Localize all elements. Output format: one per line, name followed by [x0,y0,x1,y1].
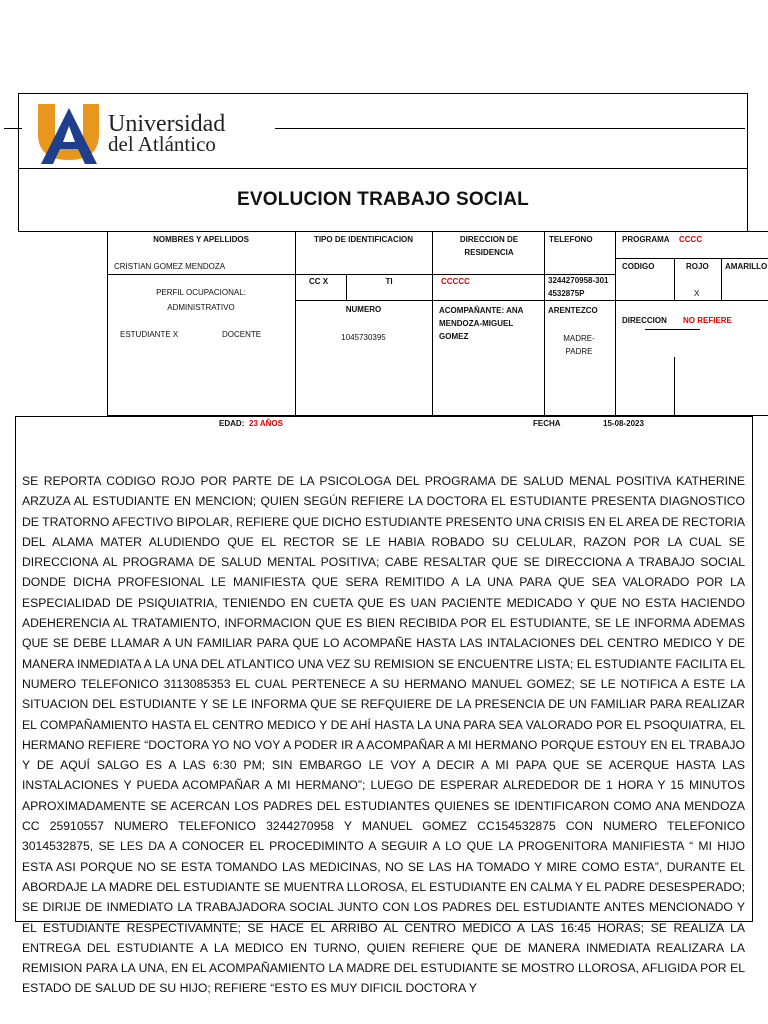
parentezco-label: ARENTEZCO [548,306,598,315]
names-value: CRISTIAN GOMEZ MENDOZA [114,262,226,271]
logo-line-1: Universidad [108,111,226,137]
university-logo [33,100,105,166]
direccion2-label: DIRECCION [622,316,667,325]
page-title: EVOLUCION TRABAJO SOCIAL [237,189,529,210]
direccion-underline [645,329,700,330]
prog-col-3 [674,357,675,416]
parentezco-value: MADRE-PADRE [563,334,595,356]
logo-rule-right [275,128,745,129]
prog-row-1 [615,258,768,259]
estudiante-option: ESTUDIANTE X [120,330,179,339]
telefono-value: 3244270958-3014532875P [548,276,609,298]
acompanante-label: ACOMPAÑANTE: ANA MENDOZA-MIGUEL GOMEZ [439,306,524,341]
rojo-mark: X [694,289,700,298]
prog-row-2 [615,300,768,301]
amarillo-label: AMARILLO [725,262,768,271]
header-divider [18,168,748,169]
perfil-value: ADMINISTRATIVO [167,303,235,312]
programa-label: PROGRAMA [622,235,670,244]
edad-label: EDAD: [219,419,245,428]
names-label: NOMBRES Y APELLIDOS [153,235,249,244]
prog-col-2 [721,258,722,300]
report-body: SE REPORTA CODIGO ROJO POR PARTE DE LA PSICOLOGA DEL PROGRAMA DE SALUD MENAL POSITIVA KATHERINE ARZUZA AL ESTUDIANTE EN MENCION; QUIEN SEGÚN REFIERE LA DOCTORA EL ESTUDIANTE PRESENTA DIAGNOSTICO DE TRATORNO AFECTIVO BIPOLAR, REFIERE QUE DICHO ESTUDIANTE PRESENTO UNA CRISIS EN EL AREA DE RECTORIA DEL ALAMA MATER ALUDIENDO QUE EL RECTOR SE LE HABIA ROBADO SU CELULAR, RAZON POR LA CUAL SE DIRECCIONA AL PROGRAMA DE SALUD MENTAL POSITIVA; CABE RESALTAR QUE SE DIRECCIONA A TRABAJO SOCIAL DONDE DICHA PROFESIONAL LE MANIFIESTA QUE SERA REMITIDO A LA UNA PARA QUE SEA VALORADO POR LA ESPECIALIDAD DE PSIQUIATRIA, TENIENDO EN CUETA QUE ES UAN PACIENTE MEDICADO Y QUE NO ESTA HACIENDO ADEHERENCIA AL TRATAMIENTO, INFORMACION QUE ES BIEN RECIBIDA POR EL ESTUDIANTE, SE LE INFORMA ADEMAS QUE SE DEBE LLAMAR A UN FAMILIAR PARA QUE LO ACOMPAÑE HASTA LAS INTALACIONES DEL CENTRO MEDICO Y DE MANERA INMEDIATA A LA UNA DEL ATLANTICO UNA VEZ SU REMISION SE ENCUENTRE LISTA; EL ESTUDIANTE FACILITA EL NUMERO TELEFONICO 3113085353 EL CUAL PERTENECE A SU HERMANO MANUEL GOMEZ; SE LE NOTIFICA A ESTE LA SITUACION DEL ESTUDIANTE Y SE LE INFORMA QUE SE REFQUIERE DE LA PRESENCIA DE UN FAMILIAR PARA REALIZAR EL COMPAÑAMIENTO HASTA EL CENTRO MEDICO Y DE AHÍ HASTA LA UNA PARA SEA VALORADO POR EL PSOQUIATRA, EL HERMANO REFIERE “DOCTORA YO NO VOY A PODER IR A ACOMPAÑAR A MI HERMANO PORQUE ESTOUY EN EL TRABAJO Y DE AQUÍ SALGO ES A LAS 6:30 PM; SIN EMBARGO LE VOY A DECIR A MI PAPA QUE SE ACERQUE HASTA LAS INSTALACIONES Y PUEDA ACOMPAÑAR A MI HERMANO”; LUEGO DE ESPERAR ALREDEDOR DE 1 HORA Y 15 MINUTOS APROXIMADAMENTE SE ACERCAN LOS PADRES DEL ESTUDIANTES QUIENES SE IDENTIFICARON COMO ANA MENDOZA CC 25910557 NUMERO TELEFONICO 3244270958 Y MANUEL GOMEZ CC154532875 CON NUMERO TELEFONICO 3014532875, SE LES DA A CONOCER EL PROCEDIMINTO A SEGUIR A LO QUE LA PROGENITORA MANIFIESTA “ MI HIJO ESTA ASI PORQUE NO SE ESTA TOMANDO LAS MEDICINAS, NO SE LAS HA TOMADO Y MIRE COMO ESTA”, DURANTE EL ABORDAJE LA MADRE DEL ESTUDIANTE SE MUENTRA LLOROSA, EL ESTUDIANTE EN CALMA Y EL PADRE DESESPERADO; SE DIRIJE DE INMEDIATO LA TRABAJADORA SOCIAL JUNTO CON LOS PADRES DEL ESTUDIANTE ANTES MENCIONADO Y EL ESTUDIANTE RESPECTIVAMNTE; SE HACE EL ARRIBO AL CENTRO MEDICO A LAS 16:45 HORAS; SE REALIZA LA ENTREGA DEL ESTUDIANTE A LA MEDICO EN TURNO, QUIEN REFIERE QUE DE MANERA INMEDIATA REALIZARA LA REMISION PARA LA UNA, EN EL ACOMPAÑAMIENTO LA MADRE DEL ESTUDIANTE SE MOSTRO LLOROSA, AFLIGIDA POR EL ESTADO DE SALUD DE SU HIJO; REFIERE “ESTO ES MUY DIFICIL DOCTORA Y [22,474,745,996]
direccion2-value: NO REFIERE [683,316,732,325]
direccion-value: CCCCC [441,277,470,286]
prog-col-1 [674,258,675,300]
numero-label: NUMERO [345,305,382,314]
rojo-label: ROJO [686,262,709,271]
cc-option: CC X [309,277,329,286]
form-row-2 [295,300,615,301]
fecha-label: FECHA [533,419,561,428]
docente-option: DOCENTE [222,330,262,339]
programa-value: CCCC [679,235,703,244]
logo-rule-left [4,128,22,129]
logo-line-2: del Atlántico [108,132,216,156]
form-col-3 [544,231,545,416]
tipo-id-label: TIPO DE IDENTIFICACION [313,235,414,244]
perfil-label: PERFIL OCUPACIONAL: [156,288,246,297]
numero-value: 1045730395 [341,333,386,342]
form-col-1 [295,231,296,416]
edad-value: 23 AÑOS [249,419,283,428]
form-col-2 [432,231,433,416]
fecha-value: 15-08-2023 [603,419,644,428]
form-row-1b [107,274,295,275]
codigo-label: CODIGO [622,262,655,271]
telefono-label: TELEFONO [549,235,593,244]
direccion-label: DIRECCION DE RESIDENCIA [459,235,519,257]
ti-option: TI [385,277,393,286]
